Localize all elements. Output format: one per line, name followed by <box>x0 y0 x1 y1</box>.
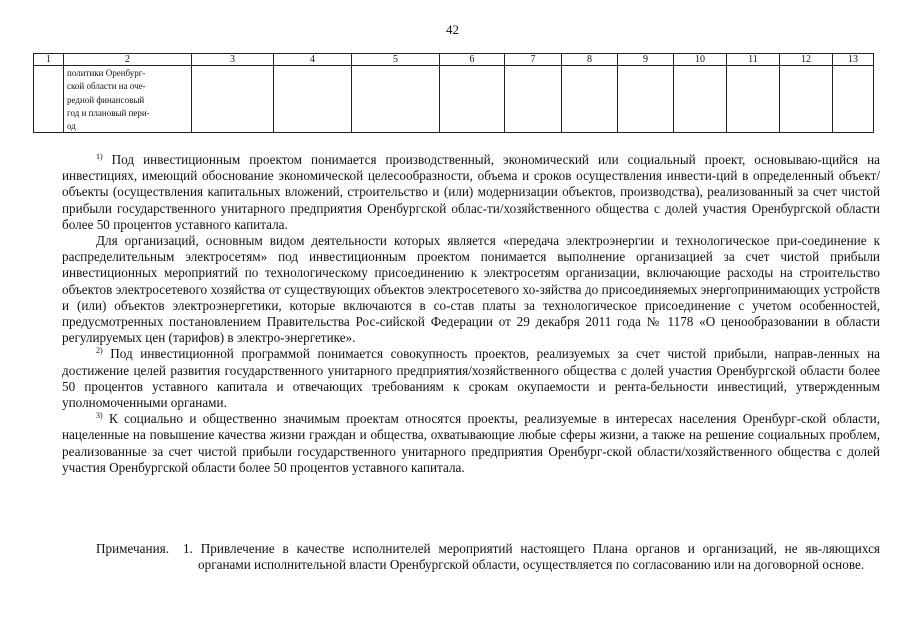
table-cell <box>192 66 274 133</box>
table-cell <box>274 66 352 133</box>
column-number: 5 <box>352 54 440 66</box>
table-cell <box>780 66 833 133</box>
table-cell <box>833 66 874 133</box>
table-cell <box>34 66 64 133</box>
note-item-1: 1. Привлечение в качестве исполнителей мероприятий настоящего Плана органов и организаций, не яв-ляющихся органами исполнительной власти Оренбургской области, осуществляется по согласованию или на договорной основе. <box>183 541 880 573</box>
column-number: 4 <box>274 54 352 66</box>
table-cell <box>352 66 440 133</box>
footnote-3 <box>62 411 880 476</box>
footnote-text: Под инвестиционным проектом понимается производственный, экономический или социальный проект, основываю-щийся на инвестициях, имеющий обоснование экономической целесообразности, объема и сроков осуществления инвести-ций в определенный объект/объекты (осуществления капитальных вложений, строительство и (или) модернизации объектов, производства), реализованный за счет чистой прибыли государственного унитарного предприятия Оренбургской облас-ти/хозяйственного общества с долей участия Оренбургской области более 50 процентов уставного капитала. <box>62 152 880 232</box>
table-cell <box>505 66 562 133</box>
footnote-1 <box>62 152 880 233</box>
footnotes <box>62 152 880 476</box>
table-cell <box>562 66 618 133</box>
column-number: 13 <box>833 54 874 66</box>
notes-section <box>96 541 880 573</box>
footnote-1-continuation: Для организаций, основным видом деятельности которых является «передача электроэнергии и технологическое при-соединение к распределительным электросетям» под инвестиционным проектом понимается выполнение организацией за счет чистой прибыли инвестиционных мероприятий по технологическому присоединению к электросетям организации, включающие расходы на строительство объектов электросетевого хозяйства от существующих объектов электросетевого хо-зяйства до присоединяемых энергопринимающих устройств и (или) объектов электроэнергетики, которые включаются в со-став платы за технологическое присоединение с учетом особенностей, предусмотренных постановлением Правительства Рос-сийской Федерации от 29 декабря 2011 года № 1178 «О ценообразовании в области регулируемых цен (тарифов) в электро-энергетике». <box>62 233 880 346</box>
column-number: 6 <box>440 54 505 66</box>
column-number: 12 <box>780 54 833 66</box>
column-number: 8 <box>562 54 618 66</box>
cell-line: год и плановый пери- <box>67 107 150 118</box>
table-cell <box>618 66 674 133</box>
cell-line: ской области на оче- <box>67 81 146 92</box>
column-number: 3 <box>192 54 274 66</box>
page-number: 42 <box>446 22 459 37</box>
table-header-row <box>34 54 874 66</box>
table-cell <box>440 66 505 133</box>
table-cell <box>727 66 780 133</box>
cell-line: од <box>67 121 76 132</box>
column-number: 11 <box>727 54 780 66</box>
footnote-text: К социально и общественно значимым проектам относятся проекты, реализуемые в интересах населения Оренбург-ской области, нацеленные на повышение качества жизни граждан и общества, охватывающие любые сферы жизни, а также на решение социальных проблем, реализованные за счет чистой прибыли государственного унитарного предприятия Оренбург-ской области/хозяйственного общества с долей участия Оренбургской области более 50 процентов уставного капитала. <box>62 411 880 475</box>
column-number: 10 <box>674 54 727 66</box>
column-number: 9 <box>618 54 674 66</box>
column-number: 1 <box>34 54 64 66</box>
cell-line: политики Оренбург- <box>67 68 146 78</box>
plan-table <box>33 53 874 133</box>
footnote-mark: 3) <box>96 411 103 421</box>
footnote-text: Под инвестиционной программой понимается совокупность проектов, реализуемых за счет чистой прибыли, направ-ленных на достижение целей развития государственного унитарного предприятия/хозяйственного общества с долей участия Оренбургской области более 50 процентов уставного капитала и отвечающих требованиям к срокам окупаемости и рента-бельности инвестиций, утвержденным уполномоченными органами. <box>62 346 880 411</box>
footnote-mark: 1) <box>96 152 103 161</box>
footnote-2 <box>62 346 880 411</box>
notes-label: Примечания. <box>96 541 170 556</box>
cell-line: редной финансовый <box>67 94 145 105</box>
table-row <box>34 66 874 133</box>
column-number: 7 <box>505 54 562 66</box>
table-cell-description <box>64 66 192 133</box>
table-cell <box>674 66 727 133</box>
footnote-mark: 2) <box>96 346 103 356</box>
column-number: 2 <box>64 54 192 66</box>
